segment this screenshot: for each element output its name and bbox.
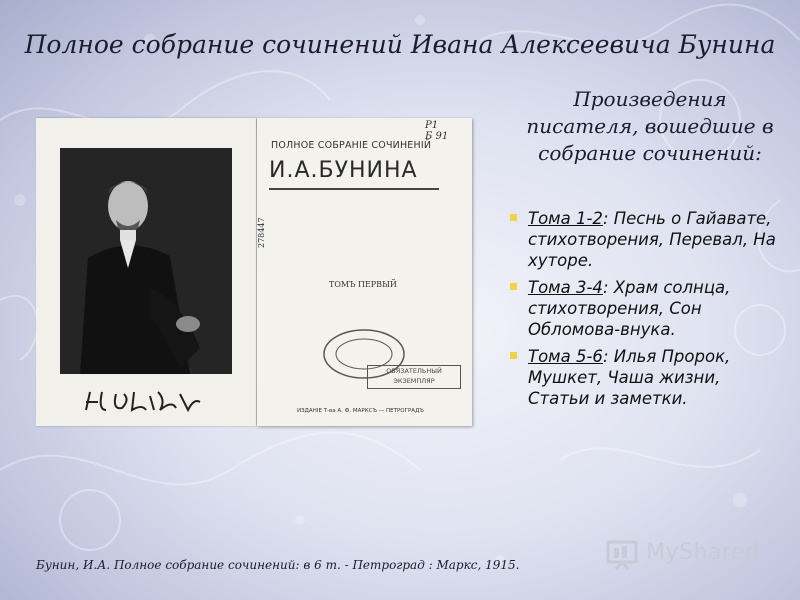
subtitle (520, 86, 780, 167)
watermark-logo (606, 538, 766, 570)
signature-image (76, 380, 226, 420)
bullet-icon (510, 214, 517, 221)
book-publisher: ИЗДАНIЕ Т-ва А. Ф. МАРКСЪ — ПЕТРОГРАДЪ (297, 408, 424, 414)
book-image (36, 118, 472, 426)
stamp-number: 278447 (257, 217, 266, 248)
portrait-illustration (60, 148, 232, 374)
shelf-mark-line: Р1 (425, 120, 439, 131)
mandatory-copy-stamp (367, 365, 461, 389)
volume-label: Тома 1-2 (528, 209, 603, 228)
book-left-page (36, 118, 256, 426)
list-item (510, 277, 785, 340)
list-item (510, 346, 785, 409)
volume-label: Тома 3-4 (528, 278, 603, 297)
volume-text: : Песнь о Гайавате, стихотворения, Перевал, На хуторе. (528, 209, 776, 270)
volume-label: Тома 5-6 (528, 347, 603, 366)
stamp-line: ОБЯЗАТЕЛЬНЫЙ (386, 367, 442, 375)
presentation-icon (606, 538, 640, 570)
volumes-list (510, 208, 785, 415)
volume-text: : Храм солнца, стихотворения, Сон Обломова-внука. (528, 278, 731, 339)
shelf-mark (425, 120, 448, 142)
subtitle-line: собрание сочинений: (538, 141, 762, 165)
source-caption: Бунин, И.А. Полное собрание сочинений: в 6 т. - Петроград : Маркс, 1915. (36, 558, 520, 572)
stamp-line: ЭКЗЕМПЛЯР (393, 377, 435, 385)
title-rule (269, 188, 439, 190)
book-volume: ТОМЪ ПЕРВЫЙ (329, 280, 397, 289)
bullet-icon (510, 352, 517, 359)
book-header: ПОЛНОЕ СОБРАНIЕ СОЧИНЕНIЙ (271, 140, 432, 151)
subtitle-line: писателя, вошедшие в (526, 114, 774, 138)
page-title: Полное собрание сочинений Ивана Алексеевича Бунина (24, 30, 776, 59)
bullet-icon (510, 283, 517, 290)
list-item (510, 208, 785, 271)
portrait-photo (60, 148, 232, 374)
subtitle-line: Произведения (573, 87, 727, 111)
watermark-text: MyShared (646, 540, 760, 565)
shelf-mark-line: Б 91 (425, 131, 449, 142)
book-title-page (257, 118, 472, 426)
volume-text: : Илья Пророк, Мушкет, Чаша жизни, Статьи и заметки. (528, 347, 731, 408)
book-author: И.А.БУНИНА (269, 158, 418, 183)
